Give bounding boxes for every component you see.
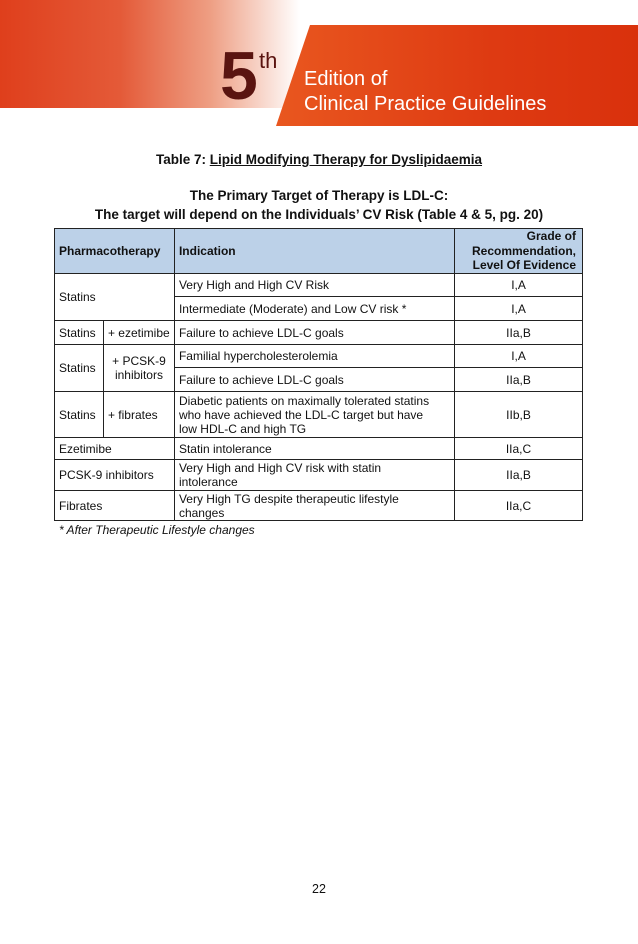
drug-cell: Statins — [55, 345, 104, 392]
indication-cell: Statin intolerance — [174, 438, 454, 460]
table-row — [55, 321, 583, 345]
grade-cell: IIa,C — [455, 491, 583, 521]
table-row — [55, 345, 583, 368]
indication-line1: Diabetic patients on maximally tolerated statins — [178, 393, 430, 408]
table-header-row — [55, 229, 583, 274]
edition-title — [304, 67, 546, 117]
grade-cell: IIa,B — [455, 368, 583, 392]
table-row — [55, 392, 583, 438]
edition-title-line2: Clinical Practice Guidelines — [304, 93, 547, 115]
header-grade-line2: Recommendation, — [471, 243, 576, 258]
indication-line3: low HDL-C and high TG — [178, 421, 307, 436]
drug-cell: Ezetimibe — [55, 438, 175, 460]
drug-cell: Statins — [55, 274, 175, 321]
indication-cell — [174, 491, 454, 521]
target-line-1: The Primary Target of Therapy is LDL-C: — [189, 188, 449, 203]
table-caption — [0, 152, 638, 167]
header-pharmacotherapy: Pharmacotherapy — [55, 229, 175, 274]
table-row — [55, 460, 583, 491]
grade-cell: IIa,B — [455, 460, 583, 491]
grade-cell: I,A — [455, 297, 583, 321]
header-grade-line3: Level Of Evidence — [472, 258, 576, 273]
grade-cell: I,A — [455, 274, 583, 297]
header-grade-line1: Grade of — [526, 229, 576, 244]
header-grade — [455, 229, 583, 274]
indication-line1: Very High TG despite therapeutic lifestyle — [178, 491, 399, 506]
edition-number: 5 — [220, 38, 258, 114]
indication-line2: intolerance — [178, 475, 238, 489]
indication-cell: Failure to achieve LDL-C goals — [174, 321, 454, 345]
header-indication: Indication — [174, 229, 454, 274]
indication-line1: Very High and High CV risk with statin — [178, 461, 382, 475]
indication-cell: Failure to achieve LDL-C goals — [174, 368, 454, 392]
table-row — [55, 438, 583, 460]
lipid-therapy-table — [54, 228, 583, 521]
indication-cell — [174, 392, 454, 438]
table-row — [55, 274, 583, 297]
table-row — [55, 491, 583, 521]
addon-cell: + fibrates — [103, 392, 174, 438]
target-line-2: The target will depend on the Individuals’ CV Risk (Table 4 & 5, pg. 20) — [94, 207, 544, 222]
addon-cell: + ezetimibe — [103, 321, 174, 345]
table-caption-prefix: Table 7: — [155, 152, 210, 167]
edition-title-line1: Edition of — [304, 68, 388, 90]
addon-line1: + PCSK-9 — [112, 354, 166, 368]
grade-cell: IIb,B — [455, 392, 583, 438]
indication-cell — [174, 460, 454, 491]
table-caption-title: Lipid Modifying Therapy for Dyslipidaemia — [209, 152, 483, 167]
table-footnote: * After Therapeutic Lifestyle changes — [59, 523, 255, 537]
grade-cell: IIa,B — [455, 321, 583, 345]
page-number: 22 — [312, 882, 326, 896]
addon-line2: inhibitors — [114, 368, 163, 382]
drug-cell: Statins — [55, 392, 104, 438]
drug-cell: PCSK-9 inhibitors — [55, 460, 175, 491]
indication-cell: Intermediate (Moderate) and Low CV risk * — [174, 297, 454, 321]
indication-line2: changes — [178, 505, 225, 520]
addon-cell — [103, 345, 174, 392]
drug-cell: Fibrates — [55, 491, 175, 521]
indication-line2: who have achieved the LDL-C target but have — [178, 407, 424, 422]
drug-cell: Statins — [55, 321, 104, 345]
indication-cell: Familial hypercholesterolemia — [174, 345, 454, 368]
grade-cell: IIa,C — [455, 438, 583, 460]
indication-cell: Very High and High CV Risk — [174, 274, 454, 297]
edition-suffix: th — [259, 48, 278, 73]
grade-cell: I,A — [455, 345, 583, 368]
